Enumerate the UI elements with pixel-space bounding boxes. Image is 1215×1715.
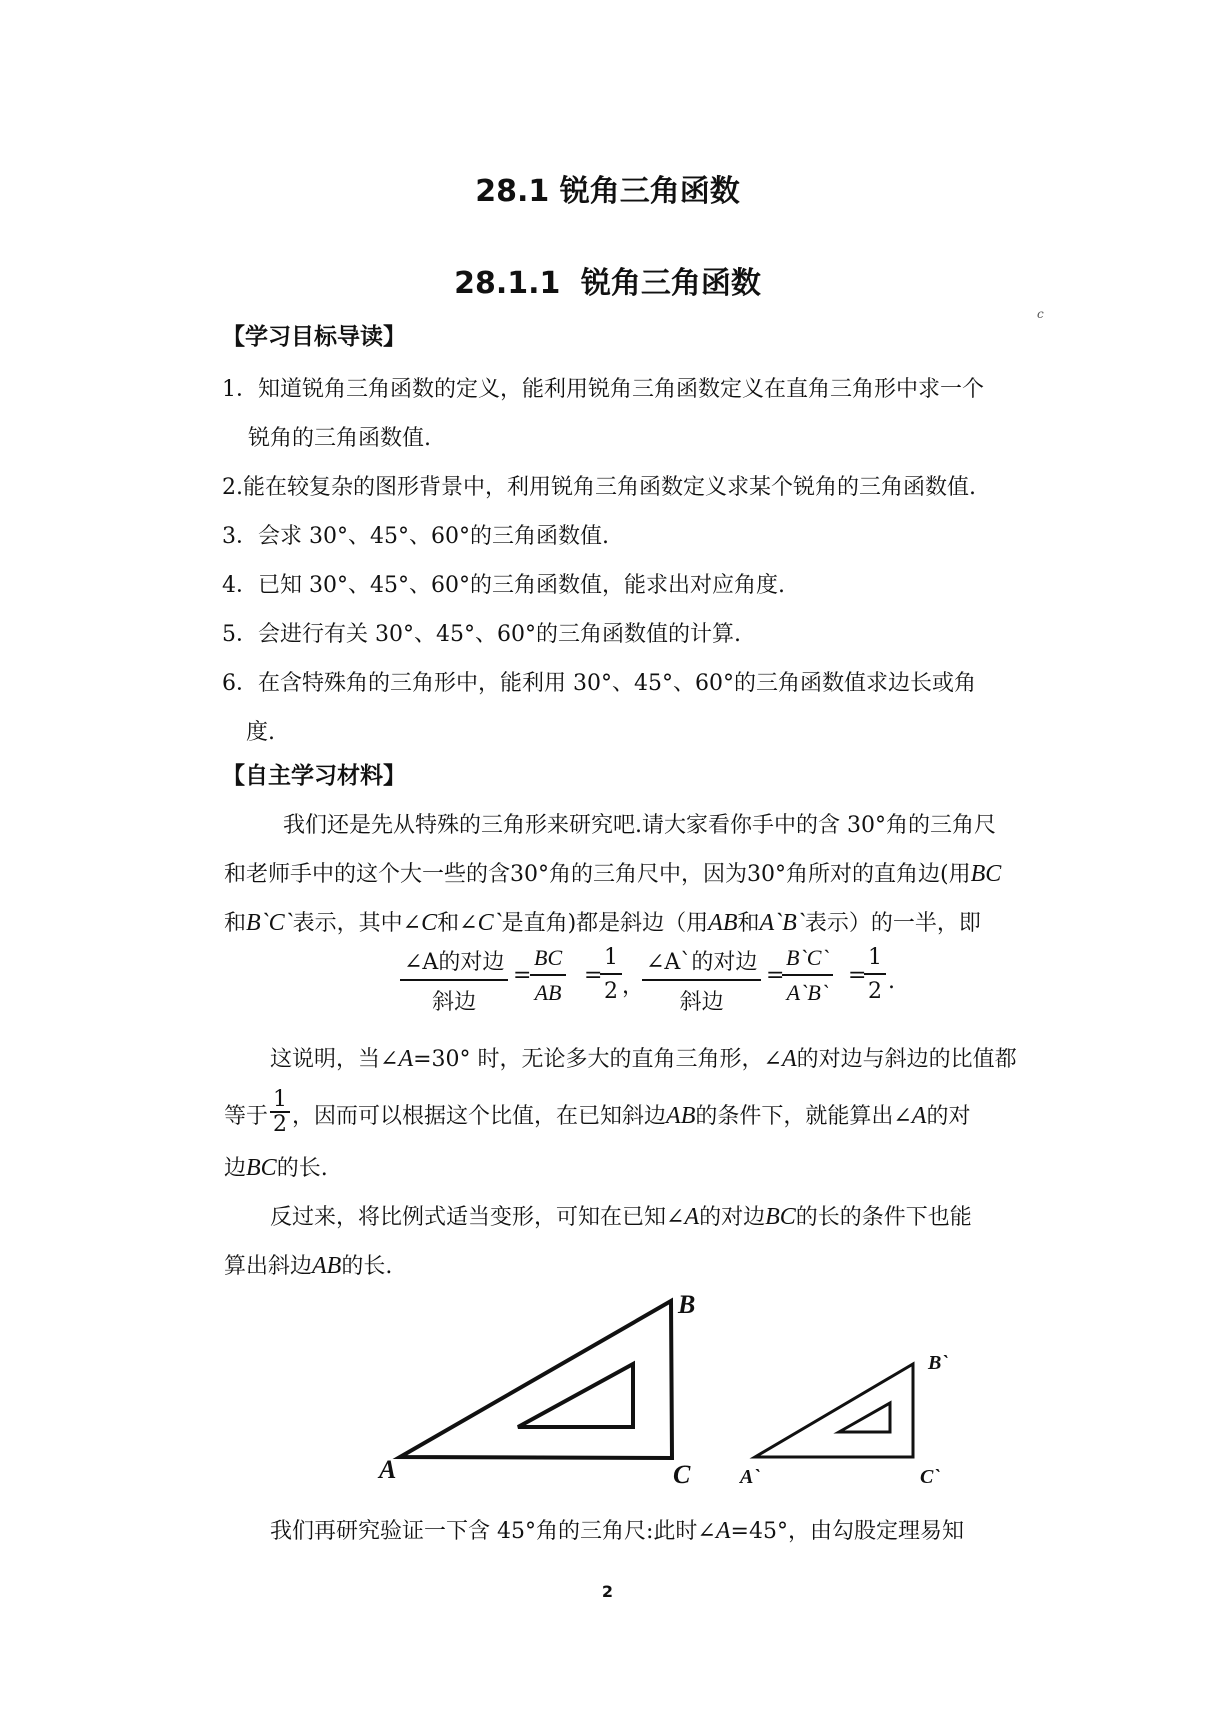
text: =45°，由勾股定理易知: [730, 1519, 964, 1544]
text: 的长.: [276, 1156, 328, 1181]
text: 反过来，将比例式适当变形，可知在已知∠: [270, 1205, 685, 1230]
set-squares-diagram: [360, 1290, 960, 1510]
equals-sign: =: [513, 963, 532, 988]
material-p2-line2: [224, 1087, 971, 1143]
label-A-prime: A`: [740, 1466, 760, 1488]
material-p3-line1: [270, 1200, 972, 1231]
inline-fraction: [270, 1089, 290, 1137]
text: 的长的条件下也能: [795, 1205, 972, 1230]
math-var: AB: [312, 1253, 342, 1279]
fraction: [400, 945, 508, 1016]
label-B-prime: B`: [928, 1352, 948, 1374]
denominator: AB: [534, 980, 562, 1005]
material-p1-line3: [224, 906, 981, 937]
math-var: A: [398, 1046, 414, 1072]
big-triangle-inner: [518, 1364, 633, 1427]
denominator: 2: [273, 1112, 288, 1137]
label-B: B: [678, 1290, 696, 1319]
text: 的对边与斜边的比值都: [796, 1047, 1017, 1072]
small-triangle-inner: [839, 1403, 890, 1432]
text: 表示）的一半，即: [804, 911, 981, 936]
goal-item-6: 6．在含特殊角的三角形中，能利用 30°、45°、60°的三角函数值求边长或角: [222, 671, 976, 696]
denominator: 2: [868, 979, 882, 1004]
math-var: BC: [970, 861, 1002, 887]
material-heading: 【自主学习材料】: [222, 763, 406, 789]
material-p3-line2: [224, 1249, 392, 1280]
goal-item-1-cont: 锐角的三角函数值.: [248, 426, 431, 451]
text: 表示，其中∠: [292, 911, 422, 936]
equals-sign: =: [848, 963, 867, 988]
goal-item-1: 1．知道锐角三角函数的定义，能利用锐角三角函数定义在直角三角形中求一个: [222, 377, 984, 402]
fraction: [782, 945, 833, 1006]
fraction: [864, 945, 886, 1004]
fraction: [642, 945, 761, 1016]
page-number: 2: [601, 1582, 614, 1601]
small-set-square: [755, 1364, 913, 1457]
numerator: B`C`: [782, 945, 833, 976]
fraction: [600, 945, 622, 1004]
text: 等于: [224, 1104, 269, 1129]
denominator: A`B`: [786, 980, 829, 1005]
text: =30° 时，无论多大的直角三角形，∠: [413, 1047, 782, 1072]
math-var: A: [684, 1204, 700, 1230]
set-square-figure: [360, 1290, 960, 1514]
math-var: BC: [246, 1155, 277, 1181]
section-name: 锐角三角函数: [580, 266, 761, 301]
text: ，因而可以根据这个比值，在已知斜边: [292, 1104, 667, 1129]
text: 是直角)都是斜边（用: [501, 911, 709, 936]
numerator: 1: [600, 945, 622, 975]
text: 的对: [926, 1104, 971, 1129]
numerator: ∠A的对边: [400, 945, 508, 981]
label-C-prime: C`: [920, 1466, 940, 1488]
equals-sign: =: [766, 963, 785, 988]
goal-item-6-cont: 度.: [246, 720, 275, 745]
numerator: 1: [864, 945, 886, 975]
goal-item-3: 3．会求 30°、45°、60°的三角函数值.: [222, 524, 609, 549]
math-var: AB: [666, 1103, 696, 1129]
goal-item-5: 5．会进行有关 30°、45°、60°的三角函数值的计算.: [222, 622, 741, 647]
numerator: ∠A`的对边: [642, 945, 761, 981]
math-var: BC: [765, 1204, 796, 1230]
math-var: B`C`: [246, 910, 293, 936]
material-p1-line2: [224, 857, 1001, 888]
math-var: AB: [708, 910, 738, 936]
label-C: C: [673, 1460, 691, 1489]
fraction: [530, 945, 566, 1006]
text: 的条件下，就能算出∠: [695, 1104, 912, 1129]
text: 和∠: [437, 911, 478, 936]
text: 我们再研究验证一下含 45°角的三角尺:此时∠: [270, 1519, 716, 1544]
math-var: A: [781, 1046, 797, 1072]
text: 这说明，当∠: [270, 1047, 399, 1072]
text: 和老师手中的这个大一些的含30°角的三角尺中，因为30°角所对的直角边(用: [224, 862, 971, 887]
material-p4-line1: [270, 1514, 964, 1545]
label-A: A: [379, 1455, 397, 1484]
section-number: 28.1.1: [454, 266, 561, 301]
text: 和: [224, 911, 247, 936]
math-var: A: [715, 1518, 731, 1544]
text: 的长.: [341, 1254, 393, 1279]
math-var: C`: [477, 910, 502, 936]
equals-sign: =: [584, 963, 603, 988]
stray-mark: c: [1037, 307, 1044, 321]
denominator: 2: [604, 979, 618, 1004]
denominator: 斜边: [679, 990, 724, 1015]
math-var: A`B`: [759, 910, 805, 936]
text: 算出斜边: [224, 1254, 313, 1279]
numerator: 1: [270, 1089, 290, 1113]
formula-row: [400, 945, 900, 1015]
comma: ，: [622, 974, 645, 999]
section-title: [0, 258, 1215, 302]
text: 和: [737, 911, 760, 936]
math-var: C: [421, 910, 438, 936]
text: 边: [224, 1156, 247, 1181]
goal-item-4: 4．已知 30°、45°、60°的三角函数值，能求出对应角度.: [222, 573, 785, 598]
material-p2-line3: [224, 1151, 328, 1182]
text: 的对边: [699, 1205, 766, 1230]
numerator: BC: [530, 945, 566, 976]
page-title: 28.1 锐角三角函数: [475, 174, 740, 209]
math-var: A: [911, 1103, 927, 1129]
period: .: [888, 969, 895, 994]
material-p2-line1: [270, 1042, 1017, 1073]
denominator: 斜边: [432, 990, 477, 1015]
big-set-square: [400, 1301, 672, 1458]
material-p1-line1: 我们还是先从特殊的三角形来研究吧.请大家看你手中的含 30°角的三角尺: [283, 813, 996, 838]
goal-item-2: 2.能在较复杂的图形背景中，利用锐角三角函数定义求某个锐角的三角函数值.: [222, 475, 976, 500]
goals-heading: 【学习目标导读】: [222, 324, 406, 350]
